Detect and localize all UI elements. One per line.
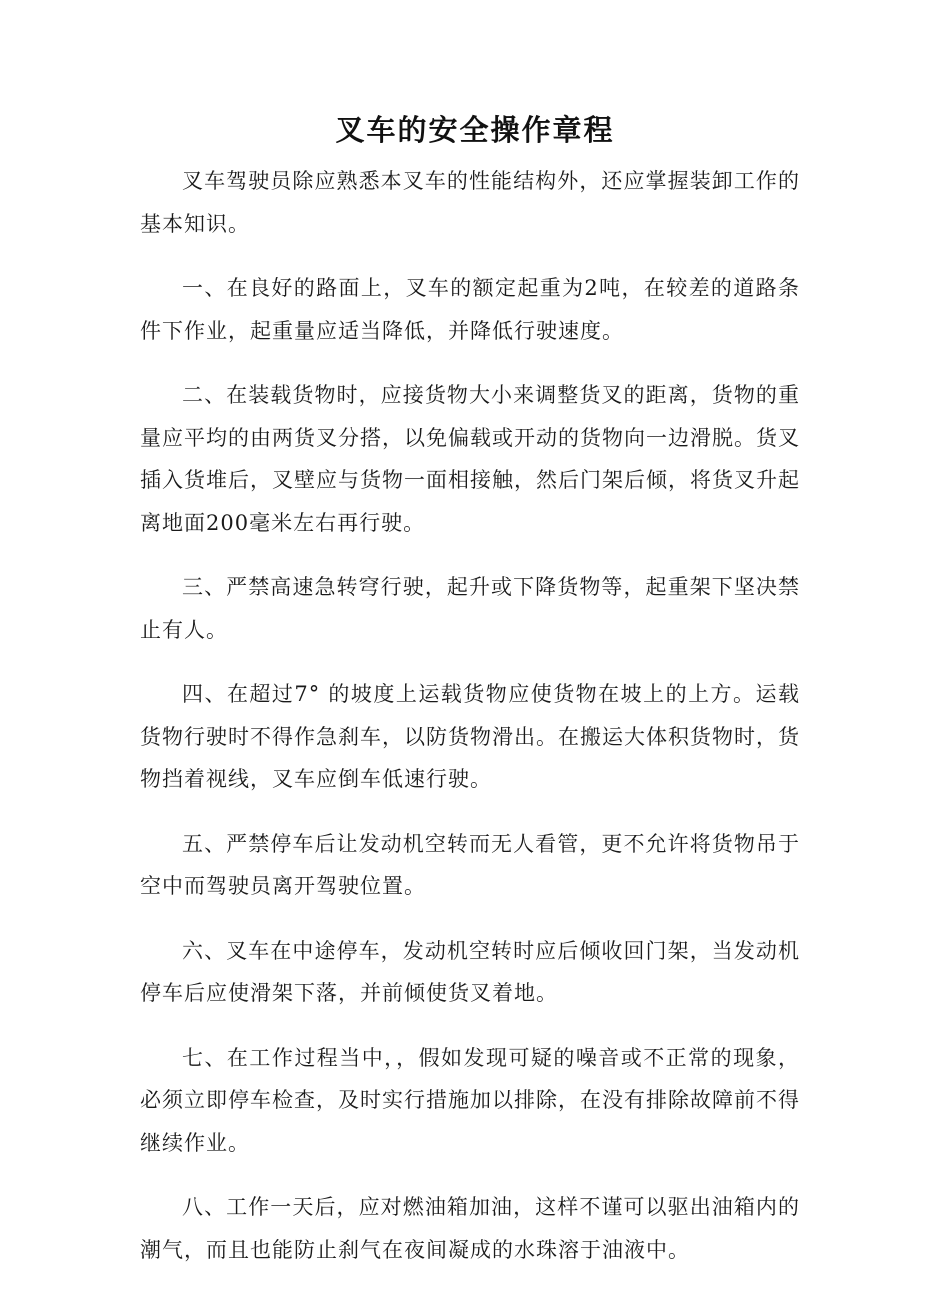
paragraph-rule-3: 三、严禁高速急转穹行驶，起升或下降货物等，起重架下坚决禁止有人。 [140, 575, 800, 642]
paragraph-rule-7: 七、在工作过程当中，，假如发现可疑的噪音或不正常的现象，必须立即停车检查，及时实行措施加以排除，在没有排除故障前不得继续作业。 [140, 1045, 800, 1155]
paragraph-rule-8: 八、工作一天后，应对燃油箱加油，这样不谨可以驱出油箱内的潮气，而且也能防止刹气在夜间凝成的水珠溶于油液中。 [140, 1195, 800, 1262]
paragraph-intro: 叉车驾驶员除应熟悉本叉车的性能结构外，还应掌握装卸工作的基本知识。 [140, 169, 800, 236]
paragraph-rule-6: 六、叉车在中途停车，发动机空转时应后倾收回门架，当发动机停车后应使滑架下落，并前倾使货叉着地。 [140, 938, 800, 1005]
paragraph-rule-2: 二、在装载货物时，应接货物大小来调整货叉的距离，货物的重量应平均的由两货叉分搭，以免偏载或开动的货物向一边滑脱。货叉插入货堆后，叉壁应与货物一面相接触，然后门架后倾，将货叉升起离地面200毫米左右再行驶。 [140, 383, 800, 535]
document-body [140, 160, 800, 1293]
paragraph-rule-5: 五、严禁停车后让发动机空转而无人看管，更不允许将货物吊于空中而驾驶员离开驾驶位置。 [140, 831, 800, 898]
paragraph-rule-4: 四、在超过7° 的坡度上运载货物应使货物在坡上的上方。运载货物行驶时不得作急刹车，以防货物滑出。在搬运大体积货物时，货物挡着视线，叉车应倒车低速行驶。 [140, 682, 800, 791]
paragraph-rule-1: 一、在良好的路面上，叉车的额定起重为2吨，在较差的道路条件下作业，起重量应适当降低，并降低行驶速度。 [140, 276, 800, 343]
document-title: 叉车的安全操作章程 [335, 113, 615, 147]
